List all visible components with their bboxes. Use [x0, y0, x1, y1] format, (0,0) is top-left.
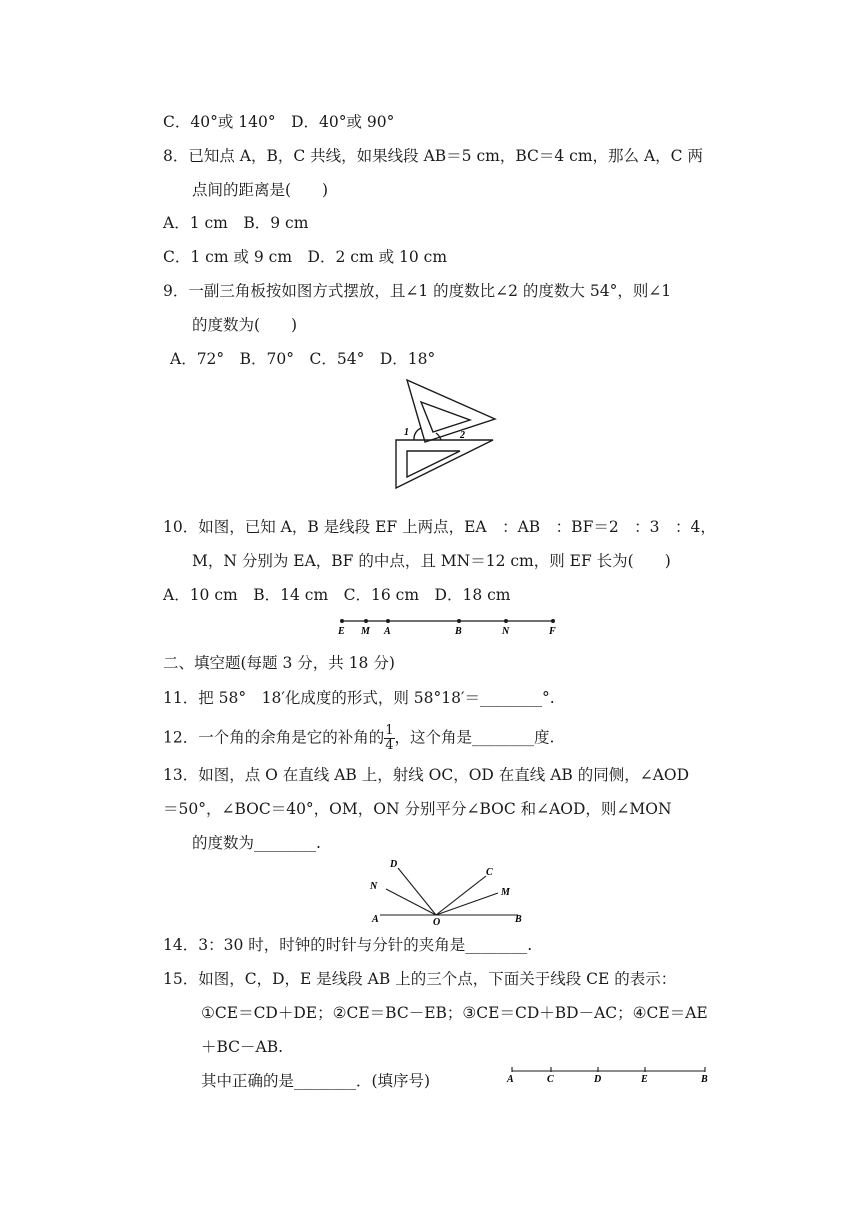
- upper-set-square: [407, 380, 495, 442]
- question-8: 8．已知点 A，B，C 共线，如果线段 AB＝5 cm，BC＝4 cm，那么 A，C 两: [163, 147, 703, 165]
- label-o: O: [433, 917, 441, 926]
- angle-2-label: 2: [460, 430, 465, 441]
- option-line-8ab: A．1 cm B．9 cm: [163, 214, 309, 232]
- fraction-numerator: 1: [385, 723, 394, 738]
- ray-oc: [436, 876, 486, 915]
- section-heading-fill-in: 二、填空题(每题 3 分，共 18 分): [163, 654, 395, 672]
- figure-set-squares: [388, 376, 508, 496]
- label-n: N: [370, 881, 378, 892]
- option-line-10: A．10 cm B．14 cm C．16 cm D．18 cm: [163, 586, 511, 604]
- question-13: 13．如图，点 O 在直线 AB 上，射线 OC，OD 在直线 AB 的同侧，∠AOD: [163, 766, 690, 784]
- fraction-denominator: 4: [385, 738, 394, 753]
- label-a: A: [372, 914, 379, 925]
- label-e: E: [338, 626, 345, 637]
- lower-set-square-hole: [407, 451, 460, 477]
- question-9-cont: 的度数为( ): [192, 316, 298, 334]
- angle-1-label: 1: [404, 427, 409, 438]
- ray-od: [398, 868, 436, 915]
- point-b: [457, 619, 461, 623]
- label-d: D: [390, 859, 398, 870]
- point-f: [551, 619, 555, 623]
- option-line-8cd: C．1 cm 或 9 cm D．2 cm 或 10 cm: [163, 248, 448, 266]
- figure-segment-ab: [502, 1064, 722, 1088]
- label-b: B: [455, 626, 462, 637]
- label-d: D: [594, 1074, 602, 1085]
- label-c: C: [486, 867, 493, 878]
- point-m: [364, 619, 368, 623]
- question-13-cont-1: ＝50°，∠BOC＝40°，OM，ON 分别平分∠BOC 和∠AOD，则∠MON: [163, 800, 672, 818]
- label-c: C: [547, 1074, 554, 1085]
- option-line-9: A．72° B．70° C．54° D．18°: [170, 350, 436, 368]
- question-15-options: ①CE＝CD＋DE；②CE＝BC－EB；③CE＝CD＋BD－AC；④CE＝AE: [201, 1004, 708, 1022]
- question-15-prompt: 其中正确的是________．(填序号): [201, 1072, 431, 1090]
- question-10: 10．如图，已知 A，B 是线段 EF 上两点，EA ：AB ：BF＝2 ：3 ：4，: [163, 518, 716, 536]
- label-n: N: [502, 626, 510, 637]
- label-f: F: [549, 626, 556, 637]
- point-e: [340, 619, 344, 623]
- label-a: A: [507, 1074, 514, 1085]
- label-a: A: [384, 626, 391, 637]
- label-b: B: [515, 914, 522, 925]
- ray-om: [436, 893, 498, 915]
- point-a: [386, 619, 390, 623]
- question-15: 15．如图，C，D，E 是线段 AB 上的三个点，下面关于线段 CE 的表示：: [163, 970, 677, 988]
- question-8-cont: 点间的距离是( ): [192, 181, 329, 199]
- question-12-text-b: ，这个角是________度.: [394, 728, 555, 747]
- question-11: 11．把 58° 18′化成度的形式，则 58°18′＝________°.: [163, 689, 555, 707]
- fraction-one-quarter: [384, 724, 394, 753]
- angle-1-arc: [414, 428, 421, 440]
- question-9: 9．一副三角板按如图方式摆放，且∠1 的度数比∠2 的度数大 54°，则∠1: [163, 282, 672, 300]
- lower-set-square: [396, 440, 493, 488]
- question-10-cont: M，N 分别为 EA，BF 的中点，且 MN＝12 cm，则 EF 长为( ): [192, 552, 671, 570]
- point-n: [504, 619, 508, 623]
- question-15-options-cont: ＋BC－AB.: [201, 1038, 284, 1056]
- question-14: 14．3：30 时，时钟的时针与分针的夹角是________.: [163, 936, 533, 954]
- label-m: M: [501, 887, 510, 898]
- upper-set-square-hole: [421, 402, 470, 432]
- label-b: B: [701, 1074, 708, 1085]
- label-m: M: [361, 626, 370, 637]
- label-e: E: [641, 1074, 648, 1085]
- ray-on: [386, 889, 436, 915]
- figure-segment-ef: [332, 614, 572, 638]
- figure-angles-aob: [368, 856, 538, 926]
- question-12-text-a: 12．一个角的余角是它的补角的: [163, 728, 385, 747]
- question-12: [163, 724, 554, 753]
- option-line-7cd: C．40°或 140° D．40°或 90°: [163, 113, 395, 131]
- question-13-cont-2: 的度数为________.: [192, 834, 321, 852]
